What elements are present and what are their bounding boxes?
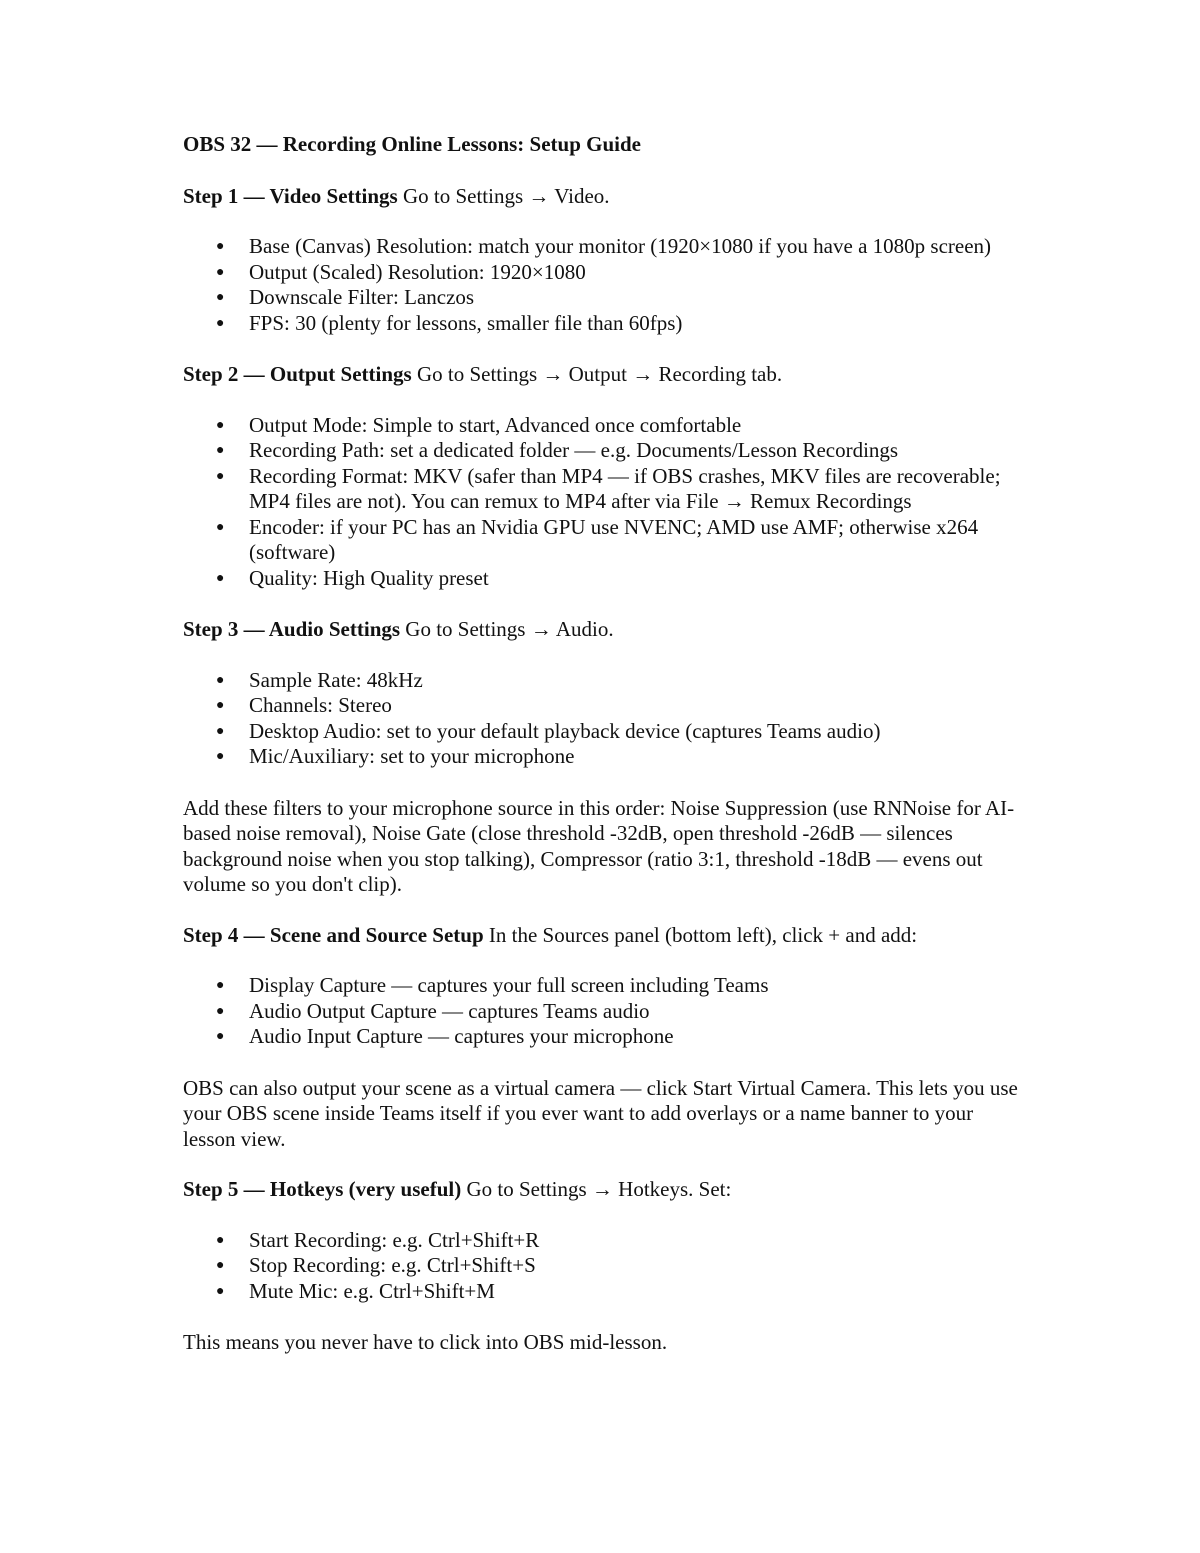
step-5-intro: Go to Settings → Hotkeys. Set: [466, 1177, 732, 1201]
step-2-heading: Step 2 — Output Settings [183, 362, 412, 386]
step-4-heading: Step 4 — Scene and Source Setup [183, 922, 484, 947]
step-3-heading-line [183, 617, 1023, 643]
list-item: ● Mute Mic: e.g. Ctrl+Shift+M [216, 1278, 495, 1303]
bullet-icon: ● [216, 1232, 225, 1248]
bullet-icon: ● [216, 468, 225, 484]
list-item: ● Downscale Filter: Lanczos [216, 285, 475, 309]
list-item: ● Audio Output Capture — captures Teams audio [216, 998, 650, 1023]
step-5-list [183, 1228, 1023, 1305]
step-1-heading: Step 1 — Video Settings [183, 183, 398, 208]
step-3-list [183, 668, 1023, 770]
list-item: ● Base (Canvas) Resolution: match your monitor (1920×1080 if you have a 1080p screen) [216, 234, 992, 258]
step-5-heading-line [183, 1177, 1023, 1203]
bullet-icon: ● [216, 1003, 225, 1019]
closing-paragraph: This means you never have to click into OBS mid-lesson. [183, 1330, 668, 1354]
list-item: ● Audio Input Capture — captures your microphone [216, 1024, 674, 1048]
list-item: ● Channels: Stereo [216, 693, 392, 717]
step-1-heading-line [183, 184, 1023, 210]
step-3-intro: Go to Settings → Audio. [405, 617, 614, 641]
virtual-camera-paragraph: OBS can also output your scene as a virtual camera — click Start Virtual Camera. This lets you use your OBS scene inside Teams itself if you ever want to add overlays or a name banner to your lesson view. [183, 1075, 1018, 1151]
list-item: ● Sample Rate: 48kHz [216, 667, 423, 692]
step-3-heading: Step 3 — Audio Settings [183, 617, 401, 641]
bullet-icon: ● [216, 1029, 225, 1044]
list-item: ● Desktop Audio: set to your default playback device (captures Teams audio) [216, 718, 881, 743]
step-4-list [183, 973, 1023, 1050]
bullet-icon: ● [216, 519, 225, 535]
step-2-list [183, 413, 1023, 592]
list-item: ● Mic/Auxiliary: set to your microphone [216, 744, 575, 768]
list-item: ● FPS: 30 (plenty for lessons, smaller file than 60fps) [216, 310, 683, 335]
bullet-icon: ● [216, 570, 225, 586]
bullet-icon: ● [216, 978, 225, 993]
step-5-heading: Step 5 — Hotkeys (very useful) [183, 1177, 462, 1201]
list-item: ● Output (Scaled) Resolution: 1920×1080 [216, 259, 586, 284]
list-item: ● Quality: High Quality preset [216, 565, 489, 590]
step-2-intro: Go to Settings → Output → Recording tab. [416, 362, 783, 386]
step-1-intro: Go to Settings → Video. [402, 183, 610, 208]
bullet-icon: ● [216, 443, 225, 458]
list-item: ● Display Capture — captures your full screen including Teams [216, 973, 769, 997]
step-4-heading-line [183, 923, 1023, 949]
bullet-icon: ● [216, 1283, 225, 1299]
step-1-list [183, 234, 1023, 336]
list-item: ● Encoder: if your PC has an Nvidia GPU use NVENC; AMD use AMF; otherwise x264 (software) [216, 514, 979, 564]
bullet-icon: ● [216, 417, 225, 433]
list-item: ● Output Mode: Simple to start, Advanced once comfortable [216, 412, 742, 437]
bullet-icon: ● [216, 698, 225, 713]
step-2-heading-line [183, 362, 1023, 388]
list-item: ● Start Recording: e.g. Ctrl+Shift+R [216, 1227, 540, 1252]
step-4-intro: In the Sources panel (bottom left), click + and add: [488, 922, 918, 947]
document-title: OBS 32 — Recording Online Lessons: Setup Guide [183, 132, 641, 156]
list-item: ● Recording Format: MKV (safer than MP4 — if OBS crashes, MKV files are recoverable; MP4 files are not). You can remux to MP4 after via File → Remux Recordings [216, 463, 1001, 513]
bullet-icon: ● [216, 723, 225, 739]
list-item: ● Stop Recording: e.g. Ctrl+Shift+S [216, 1253, 536, 1277]
bullet-icon: ● [216, 315, 225, 331]
bullet-icon: ● [216, 239, 225, 254]
bullet-icon: ● [216, 290, 225, 305]
bullet-icon: ● [216, 1258, 225, 1273]
document-page [183, 132, 1023, 1381]
bullet-icon: ● [216, 264, 225, 280]
audio-filters-paragraph: Add these filters to your microphone source in this order: Noise Suppression (use RNNoise for AI-based noise removal), Noise Gate (close threshold -32dB, open threshold -26dB — silences background noise when you stop talking), Compressor (ratio 3:1, threshold -18dB — evens out volume so you don't clip). [183, 795, 1015, 896]
list-item: ● Recording Path: set a dedicated folder — e.g. Documents/Lesson Recordings [216, 438, 899, 462]
bullet-icon: ● [216, 749, 225, 764]
bullet-icon: ● [216, 672, 225, 688]
